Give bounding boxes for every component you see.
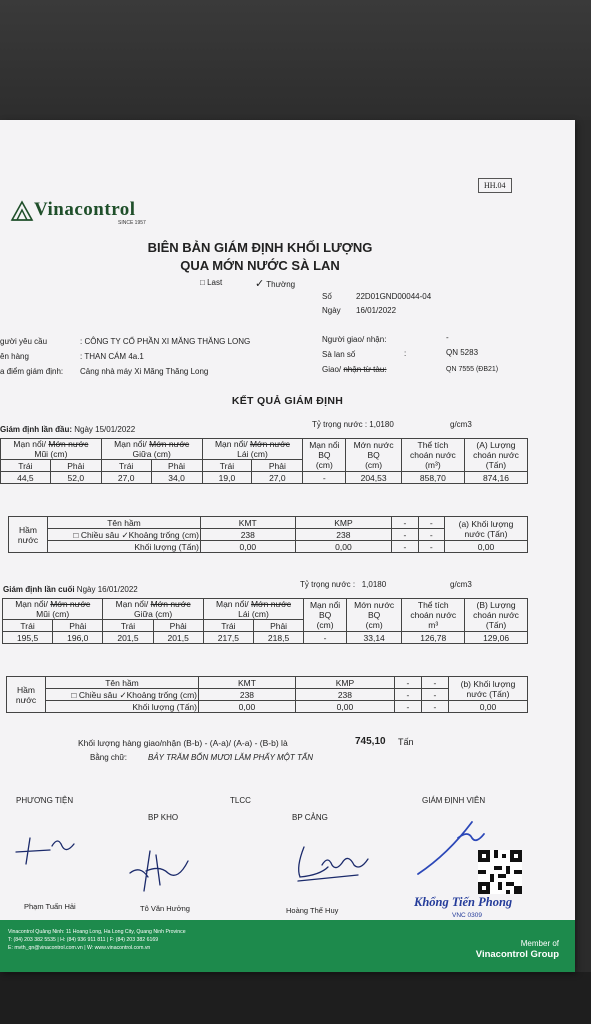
doc-code: HH.04 (478, 178, 512, 193)
last-water-mass: 0,00 (449, 701, 528, 713)
col-displacement: (A) Lượng choán nước (Tấn) (464, 439, 527, 472)
col-volume: Thể tích choán nước (m³) (401, 439, 464, 472)
last-draft-table: Mạn nổi/ Mớn nước Mũi (cm) Mạn nổi/ Mớn nước Giữa (cm) Mạn nổi/ Mớn nước Lái (cm) Mạn nổi BQ (cm) Mớn nước BQ (cm) Thể tích choán nước m³ (B) Lượng choán nước (Tấn) Trái Phải Trái Phải Trái Phải 195,5 196,0 201,5 201,5 217,5 218,5 - 33,14 126,78 129,06 (2, 598, 528, 644)
doc-title-line1: BIÊN BẢN GIÁM ĐỊNH KHỐI LƯỢNG (147, 240, 373, 255)
total-label: Khối lượng hàng giao/nhận (B-b) - (A-a)/ (A-a) - (B-b) là (78, 738, 288, 748)
deliverer: - (446, 333, 449, 342)
col-freeboard-avg: Mạn nổi BQ (cm) (303, 439, 346, 472)
background-bottom (0, 972, 591, 1024)
vinacontrol-logo-icon (10, 200, 34, 222)
first-survey-header: Giám định lần đầu: Ngày 15/01/2022 (0, 425, 136, 434)
sig-inspector-title: GIÁM ĐỊNH VIÊN (422, 796, 486, 805)
doc-number: 22D01GND00044-04 (356, 292, 432, 301)
doc-date: 16/01/2022 (356, 306, 397, 315)
sub-phai: Phải (151, 460, 202, 472)
last-survey-header: Giám định lần cuối Ngày 16/01/2022 (3, 585, 138, 594)
goods-label: ên hàng (0, 352, 29, 361)
sig-vessel-title: PHƯƠNG TIỆN (16, 796, 74, 805)
signature-2-icon (122, 835, 202, 900)
option-last: □ Last (200, 278, 223, 287)
table-row: 195,5 196,0 201,5 201,5 217,5 218,5 - 33,14 126,78 129,06 (3, 632, 528, 644)
doc-date-label: Ngày (322, 306, 341, 315)
barge-label: Sà lan số (322, 350, 356, 359)
qr-code-icon (478, 850, 522, 894)
col-giua-header: Mạn nổi/ Mớn nước Giữa (cm) (101, 439, 202, 460)
col-draft-avg: Mớn nước BQ (cm) (346, 439, 402, 472)
checkbox-empty-icon: □ (200, 278, 205, 287)
first-draft-table (0, 438, 528, 484)
sig-name-3: Hoàng Thế Huy (286, 906, 339, 915)
first-density: Tỷ trọng nước : 1,0180 (312, 420, 394, 429)
sub-trai: Trái (202, 460, 252, 472)
footer-bar (0, 920, 575, 972)
sig-port-title: BP CẢNG (292, 813, 328, 822)
sub-phai: Phải (50, 460, 101, 472)
check-icon: ✓ (255, 278, 265, 290)
last-density: Tỷ trọng nước : 1,0180 (300, 580, 387, 589)
sig-name-2: Tô Văn Hưởng (140, 904, 190, 913)
first-water-mass: 0,00 (445, 541, 528, 553)
place: Cảng nhà máy Xi Măng Thăng Long (80, 367, 209, 376)
signature-3-icon (290, 835, 380, 890)
background-top (0, 0, 591, 120)
brand-since: SINCE 1957 (118, 220, 146, 226)
document-sheet (0, 120, 575, 972)
sub-phai: Phải (252, 460, 303, 472)
last-density-unit: g/cm3 (450, 580, 472, 589)
total-unit: Tấn (398, 737, 414, 747)
option-normal: ✓ Thường (255, 278, 296, 290)
sig-name-4: Khổng Tiến Phong (414, 895, 513, 909)
total-words-label: Bằng chữ: (90, 753, 127, 762)
ship-number: QN 7555 (ĐB21) (446, 366, 499, 373)
doc-number-label: Số (322, 292, 332, 301)
doc-title-line2: QUA MỚN NƯỚC SÀ LAN (180, 258, 340, 273)
place-label: a điểm giám định: (0, 367, 64, 376)
col-mui-header: Mạn nổi/ Mớn nước Mũi (cm) (1, 439, 102, 460)
vnc-code: VNC 0309 (452, 912, 482, 919)
result-title: KẾT QUẢ GIÁM ĐỊNH (231, 395, 344, 407)
total-value: 745,10 (355, 736, 386, 747)
barge-colon: : (404, 349, 407, 358)
footer-contact: Vinacontrol Quảng Ninh: 11 Hoang Long, Ha Long City, Quang Ninh Province T: (84) 203 382 5535 | H: (84) 936 911 811 | F: (84) 203 382 6169 E: mvth_qn@vinacontrol.com.vn | W: www.vinacontrol.com.vn (8, 929, 186, 951)
goods: : THAN CÁM 4a.1 (80, 352, 144, 361)
last-water-mass-label: (b) Khối lượng nước (Tấn) (449, 677, 528, 701)
requester-label: gười yêu cầu (0, 337, 48, 346)
total-words: BẢY TRĂM BỐN MƯƠI LĂM PHẨY MỘT TẤN (148, 753, 314, 762)
col-lai-header: Mạn nổi/ Mớn nước Lái (cm) (202, 439, 303, 460)
deliverer-label: Người giao/ nhận: (322, 335, 387, 344)
table-row: 44,5 52,0 27,0 34,0 19,0 27,0 - 204,53 858,70 874,16 (1, 472, 528, 484)
sig-warehouse-title: BP KHO (148, 813, 179, 822)
first-tank-table: Hầm nước Tên hầm KMT KMP - - (a) Khối lượng nước (Tấn) □ Chiều sâu ✓Khoảng trống (cm) 238 238 - - Khối lượng (Tấn) 0,00 0,00 - - 0,00 (8, 516, 528, 553)
sub-trai: Trái (1, 460, 51, 472)
requester: : CÔNG TY CỔ PHẦN XI MĂNG THĂNG LONG (80, 337, 251, 346)
sub-trai: Trái (101, 460, 151, 472)
brand-name: Vinacontrol (34, 199, 136, 220)
signature-1-icon (10, 820, 100, 870)
ship-label: Giao/ nhận từ tàu: (322, 365, 387, 374)
last-tank-table: Hầm nước Tên hầm KMT KMP - - (b) Khối lượng nước (Tấn) □ Chiều sâu ✓Khoảng trống (cm) 238 238 - - Khối lượng (Tấn) 0,00 0,00 - - 0,00 (6, 676, 528, 713)
footer-member: Member of Vinacontrol Group (475, 939, 559, 960)
sig-tlcc-title: TLCC (230, 796, 251, 805)
first-water-mass-label: (a) Khối lượng nước (Tấn) (445, 517, 528, 541)
barge-number: QN 5283 (446, 348, 479, 357)
sig-name-1: Phạm Tuấn Hải (24, 902, 76, 911)
tank-label: Hầm nước (9, 517, 48, 553)
first-density-unit: g/cm3 (450, 420, 472, 429)
